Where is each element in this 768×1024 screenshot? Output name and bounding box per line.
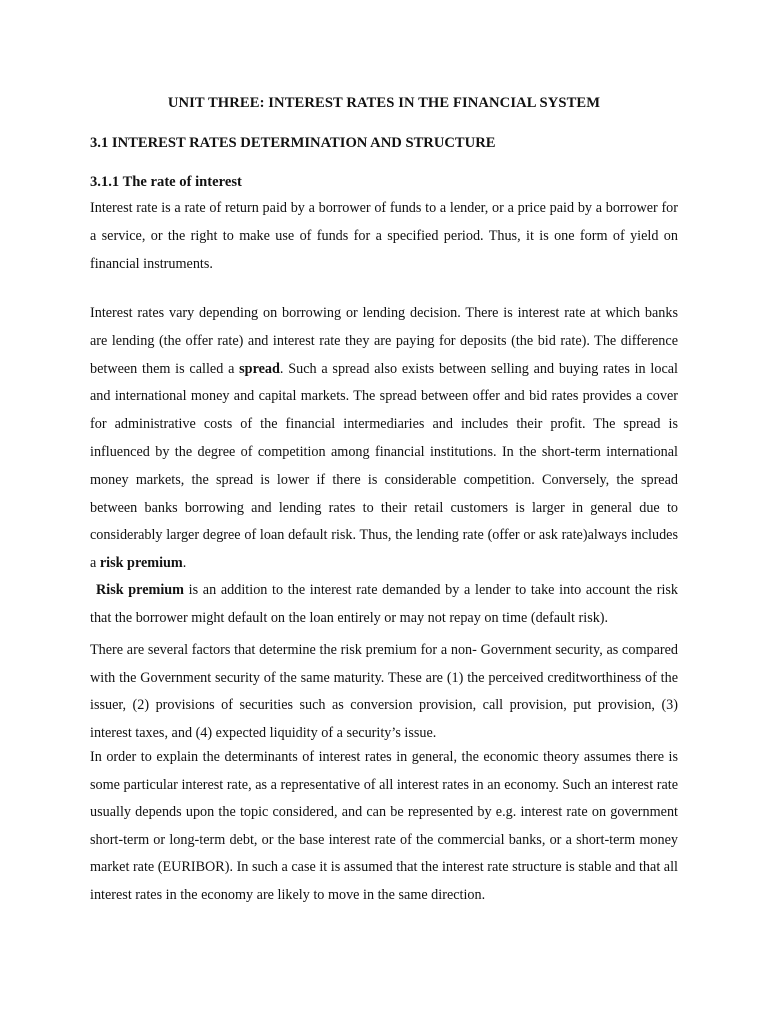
term-risk-premium: risk premium — [99, 555, 183, 572]
paragraph-spread-text-2: . Such a spread also exists between selling and buying rates in local and international money and capital markets. The spread between offer and bid rates provides a cover for administrative costs of the financial intermediaries and includes their profit. The spread is influenced by the degree of competition among financial institutions. In the short-term international money markets, the spread is lower if there is considerable competition. Conversely, the spread between banks borrowing and lending rates to their retail customers is larger in general due to considerably larger degree of loan default risk. Thus, the lending rate (offer or ask rate)always includes a — [90, 360, 678, 572]
paragraph-spread — [90, 300, 678, 578]
sub-heading: 3.1.1 The rate of interest — [90, 174, 242, 190]
unit-title: UNIT THREE: INTEREST RATES IN THE FINANCIAL SYSTEM — [167, 95, 601, 111]
paragraph-factors: There are several factors that determine the risk premium for a non- Government security, as compared with the Government security of the same maturity. These are (1) the perceived creditworthiness of the issuer, (2) provisions of securities such as conversion provision, call provision, put provision, (3) interest taxes, and (4) expected liquidity of a security’s issue. — [90, 642, 678, 741]
term-spread: spread — [239, 360, 280, 377]
section-heading: 3.1 INTEREST RATES DETERMINATION AND STRUCTURE — [90, 135, 496, 151]
paragraph-determinants: In order to explain the determinants of interest rates in general, the economic theory assumes there is some particular interest rate, as a representative of all interest rates in an economy. Such an interest rate usually depends upon the topic considered, and can be represented by e.g. interest rate on government short-term or long-term debt, or the base interest rate of the commercial banks, or a short-term money market rate (EURIBOR). In such a case it is assumed that the interest rate structure is stable and that all interest rates in the economy are likely to move in the same direction. — [90, 749, 678, 903]
paragraph-spread-text-3: . — [182, 555, 187, 572]
paragraph-definition: Interest rate is a rate of return paid by a borrower of funds to a lender, or a price paid by a borrower for a service, or the right to make use of funds for a specified period. Thus, it is one form of yield on financial instruments. — [90, 200, 678, 272]
paragraph-spread-text-1: Interest rates vary depending on borrowing or lending decision. There is interest rate at which banks are lending (the offer rate) and interest rate they are paying for deposits (the bid rate). The difference between them is called a — [90, 305, 678, 377]
term-risk-premium-definition: Risk premium — [96, 582, 184, 598]
paragraph-risk-premium — [90, 577, 678, 633]
paragraph-risk-premium-text: is an addition to the interest rate demanded by a lender to take into account the risk that the borrower might default on the loan entirely or may not repay on time (default risk). — [90, 582, 679, 626]
